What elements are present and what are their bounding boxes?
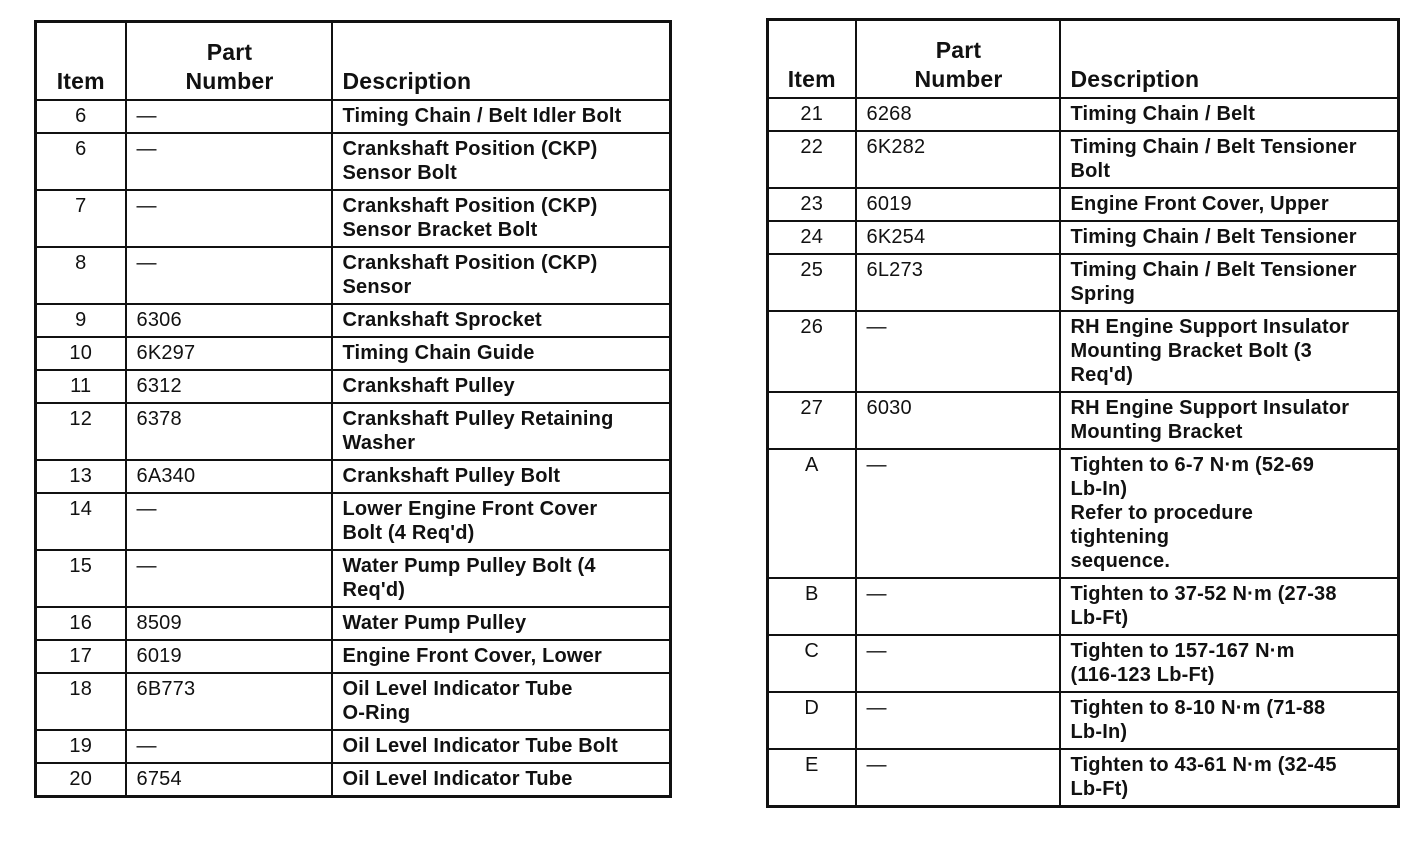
table-row <box>768 221 1399 254</box>
description-cell: Tighten to 8-10 N·m (71-88 Lb-In) <box>1060 692 1399 749</box>
table-row <box>36 550 671 607</box>
description-cell: Tighten to 43-61 N·m (32-45 Lb-Ft) <box>1060 749 1399 807</box>
item-cell: 27 <box>768 392 856 449</box>
part-number-cell: 6268 <box>856 98 1060 131</box>
description-cell: Timing Chain / Belt <box>1060 98 1399 131</box>
item-cell: 9 <box>36 304 126 337</box>
part-number-cell: 6K254 <box>856 221 1060 254</box>
description-cell: Crankshaft Position (CKP) Sensor Bracket Bolt <box>332 190 671 247</box>
table-row <box>36 763 671 797</box>
part-number-cell: 6A340 <box>126 460 332 493</box>
header-part-number: Part Number <box>856 20 1060 98</box>
part-number-cell: 6019 <box>126 640 332 673</box>
description-cell: RH Engine Support Insulator Mounting Bracket Bolt (3 Req'd) <box>1060 311 1399 392</box>
table-row <box>768 392 1399 449</box>
item-cell: 7 <box>36 190 126 247</box>
item-cell: 6 <box>36 100 126 133</box>
part-number-cell: 6K297 <box>126 337 332 370</box>
description-cell: Timing Chain / Belt Tensioner Bolt <box>1060 131 1399 188</box>
part-number-cell: — <box>126 133 332 190</box>
table-row <box>36 673 671 730</box>
item-cell: 14 <box>36 493 126 550</box>
item-cell: 16 <box>36 607 126 640</box>
table-row <box>36 640 671 673</box>
description-cell: Timing Chain Guide <box>332 337 671 370</box>
table-row <box>768 635 1399 692</box>
part-number-cell: 6312 <box>126 370 332 403</box>
description-cell: Timing Chain / Belt Tensioner Spring <box>1060 254 1399 311</box>
part-number-cell: — <box>856 578 1060 635</box>
item-cell: 13 <box>36 460 126 493</box>
part-number-cell: — <box>856 635 1060 692</box>
table-row <box>768 749 1399 807</box>
header-item: Item <box>768 20 856 98</box>
item-cell: 22 <box>768 131 856 188</box>
part-number-cell: — <box>126 550 332 607</box>
part-number-cell: 6030 <box>856 392 1060 449</box>
table-row <box>768 311 1399 392</box>
description-cell: Crankshaft Pulley <box>332 370 671 403</box>
description-cell: Crankshaft Sprocket <box>332 304 671 337</box>
item-cell: 6 <box>36 133 126 190</box>
item-cell: 18 <box>36 673 126 730</box>
description-cell: Tighten to 37-52 N·m (27-38 Lb-Ft) <box>1060 578 1399 635</box>
parts-table-left <box>34 20 672 798</box>
part-number-cell: 6019 <box>856 188 1060 221</box>
table-row <box>768 188 1399 221</box>
table-row <box>36 370 671 403</box>
item-cell: 20 <box>36 763 126 797</box>
item-cell: 25 <box>768 254 856 311</box>
table-row <box>36 460 671 493</box>
item-cell: 24 <box>768 221 856 254</box>
description-cell: Oil Level Indicator Tube Bolt <box>332 730 671 763</box>
header-item: Item <box>36 22 126 100</box>
part-number-cell: — <box>856 749 1060 807</box>
header-part-number: Part Number <box>126 22 332 100</box>
item-cell: A <box>768 449 856 578</box>
right-table-body <box>768 98 1399 807</box>
item-cell: 23 <box>768 188 856 221</box>
table-row <box>768 578 1399 635</box>
description-cell: Oil Level Indicator Tube <box>332 763 671 797</box>
item-cell: B <box>768 578 856 635</box>
description-cell: Lower Engine Front Cover Bolt (4 Req'd) <box>332 493 671 550</box>
description-cell: Water Pump Pulley Bolt (4 Req'd) <box>332 550 671 607</box>
part-number-cell: — <box>856 692 1060 749</box>
left-table-body <box>36 100 671 797</box>
item-cell: E <box>768 749 856 807</box>
table-row <box>36 100 671 133</box>
table-row <box>36 493 671 550</box>
part-number-cell: 6L273 <box>856 254 1060 311</box>
description-cell: Oil Level Indicator Tube O-Ring <box>332 673 671 730</box>
part-number-cell: — <box>126 730 332 763</box>
part-number-cell: 8509 <box>126 607 332 640</box>
item-cell: 21 <box>768 98 856 131</box>
item-cell: 26 <box>768 311 856 392</box>
item-cell: 8 <box>36 247 126 304</box>
item-cell: 15 <box>36 550 126 607</box>
description-cell: Crankshaft Position (CKP) Sensor <box>332 247 671 304</box>
table-row <box>36 337 671 370</box>
parts-table-right <box>766 18 1400 808</box>
table-row <box>36 190 671 247</box>
part-number-cell: — <box>126 100 332 133</box>
table-row <box>36 247 671 304</box>
part-number-cell: 6B773 <box>126 673 332 730</box>
part-number-cell: 6378 <box>126 403 332 460</box>
part-number-cell: — <box>126 247 332 304</box>
header-row <box>768 20 1399 98</box>
table-row <box>768 254 1399 311</box>
description-cell: Water Pump Pulley <box>332 607 671 640</box>
table-row <box>36 403 671 460</box>
item-cell: D <box>768 692 856 749</box>
description-cell: Engine Front Cover, Lower <box>332 640 671 673</box>
table-row <box>36 730 671 763</box>
header-row <box>36 22 671 100</box>
table-row <box>768 449 1399 578</box>
item-cell: 12 <box>36 403 126 460</box>
part-number-cell: 6306 <box>126 304 332 337</box>
part-number-cell: — <box>856 311 1060 392</box>
part-number-cell: 6754 <box>126 763 332 797</box>
description-cell: Timing Chain / Belt Tensioner <box>1060 221 1399 254</box>
description-cell: Crankshaft Pulley Retaining Washer <box>332 403 671 460</box>
table-row <box>768 692 1399 749</box>
part-number-cell: — <box>126 190 332 247</box>
header-description: Description <box>332 22 671 100</box>
item-cell: 19 <box>36 730 126 763</box>
description-cell: Crankshaft Pulley Bolt <box>332 460 671 493</box>
description-cell: Tighten to 157-167 N·m (116-123 Lb-Ft) <box>1060 635 1399 692</box>
description-cell: RH Engine Support Insulator Mounting Bracket <box>1060 392 1399 449</box>
item-cell: 11 <box>36 370 126 403</box>
table-row <box>768 98 1399 131</box>
header-description: Description <box>1060 20 1399 98</box>
table-row <box>36 607 671 640</box>
description-cell: Engine Front Cover, Upper <box>1060 188 1399 221</box>
table-row <box>36 133 671 190</box>
part-number-cell: 6K282 <box>856 131 1060 188</box>
table-row <box>36 304 671 337</box>
item-cell: 17 <box>36 640 126 673</box>
description-cell: Crankshaft Position (CKP) Sensor Bolt <box>332 133 671 190</box>
table-row <box>768 131 1399 188</box>
item-cell: 10 <box>36 337 126 370</box>
part-number-cell: — <box>856 449 1060 578</box>
part-number-cell: — <box>126 493 332 550</box>
item-cell: C <box>768 635 856 692</box>
description-cell: Timing Chain / Belt Idler Bolt <box>332 100 671 133</box>
description-cell: Tighten to 6-7 N·m (52-69 Lb-In) Refer to procedure tightening sequence. <box>1060 449 1399 578</box>
